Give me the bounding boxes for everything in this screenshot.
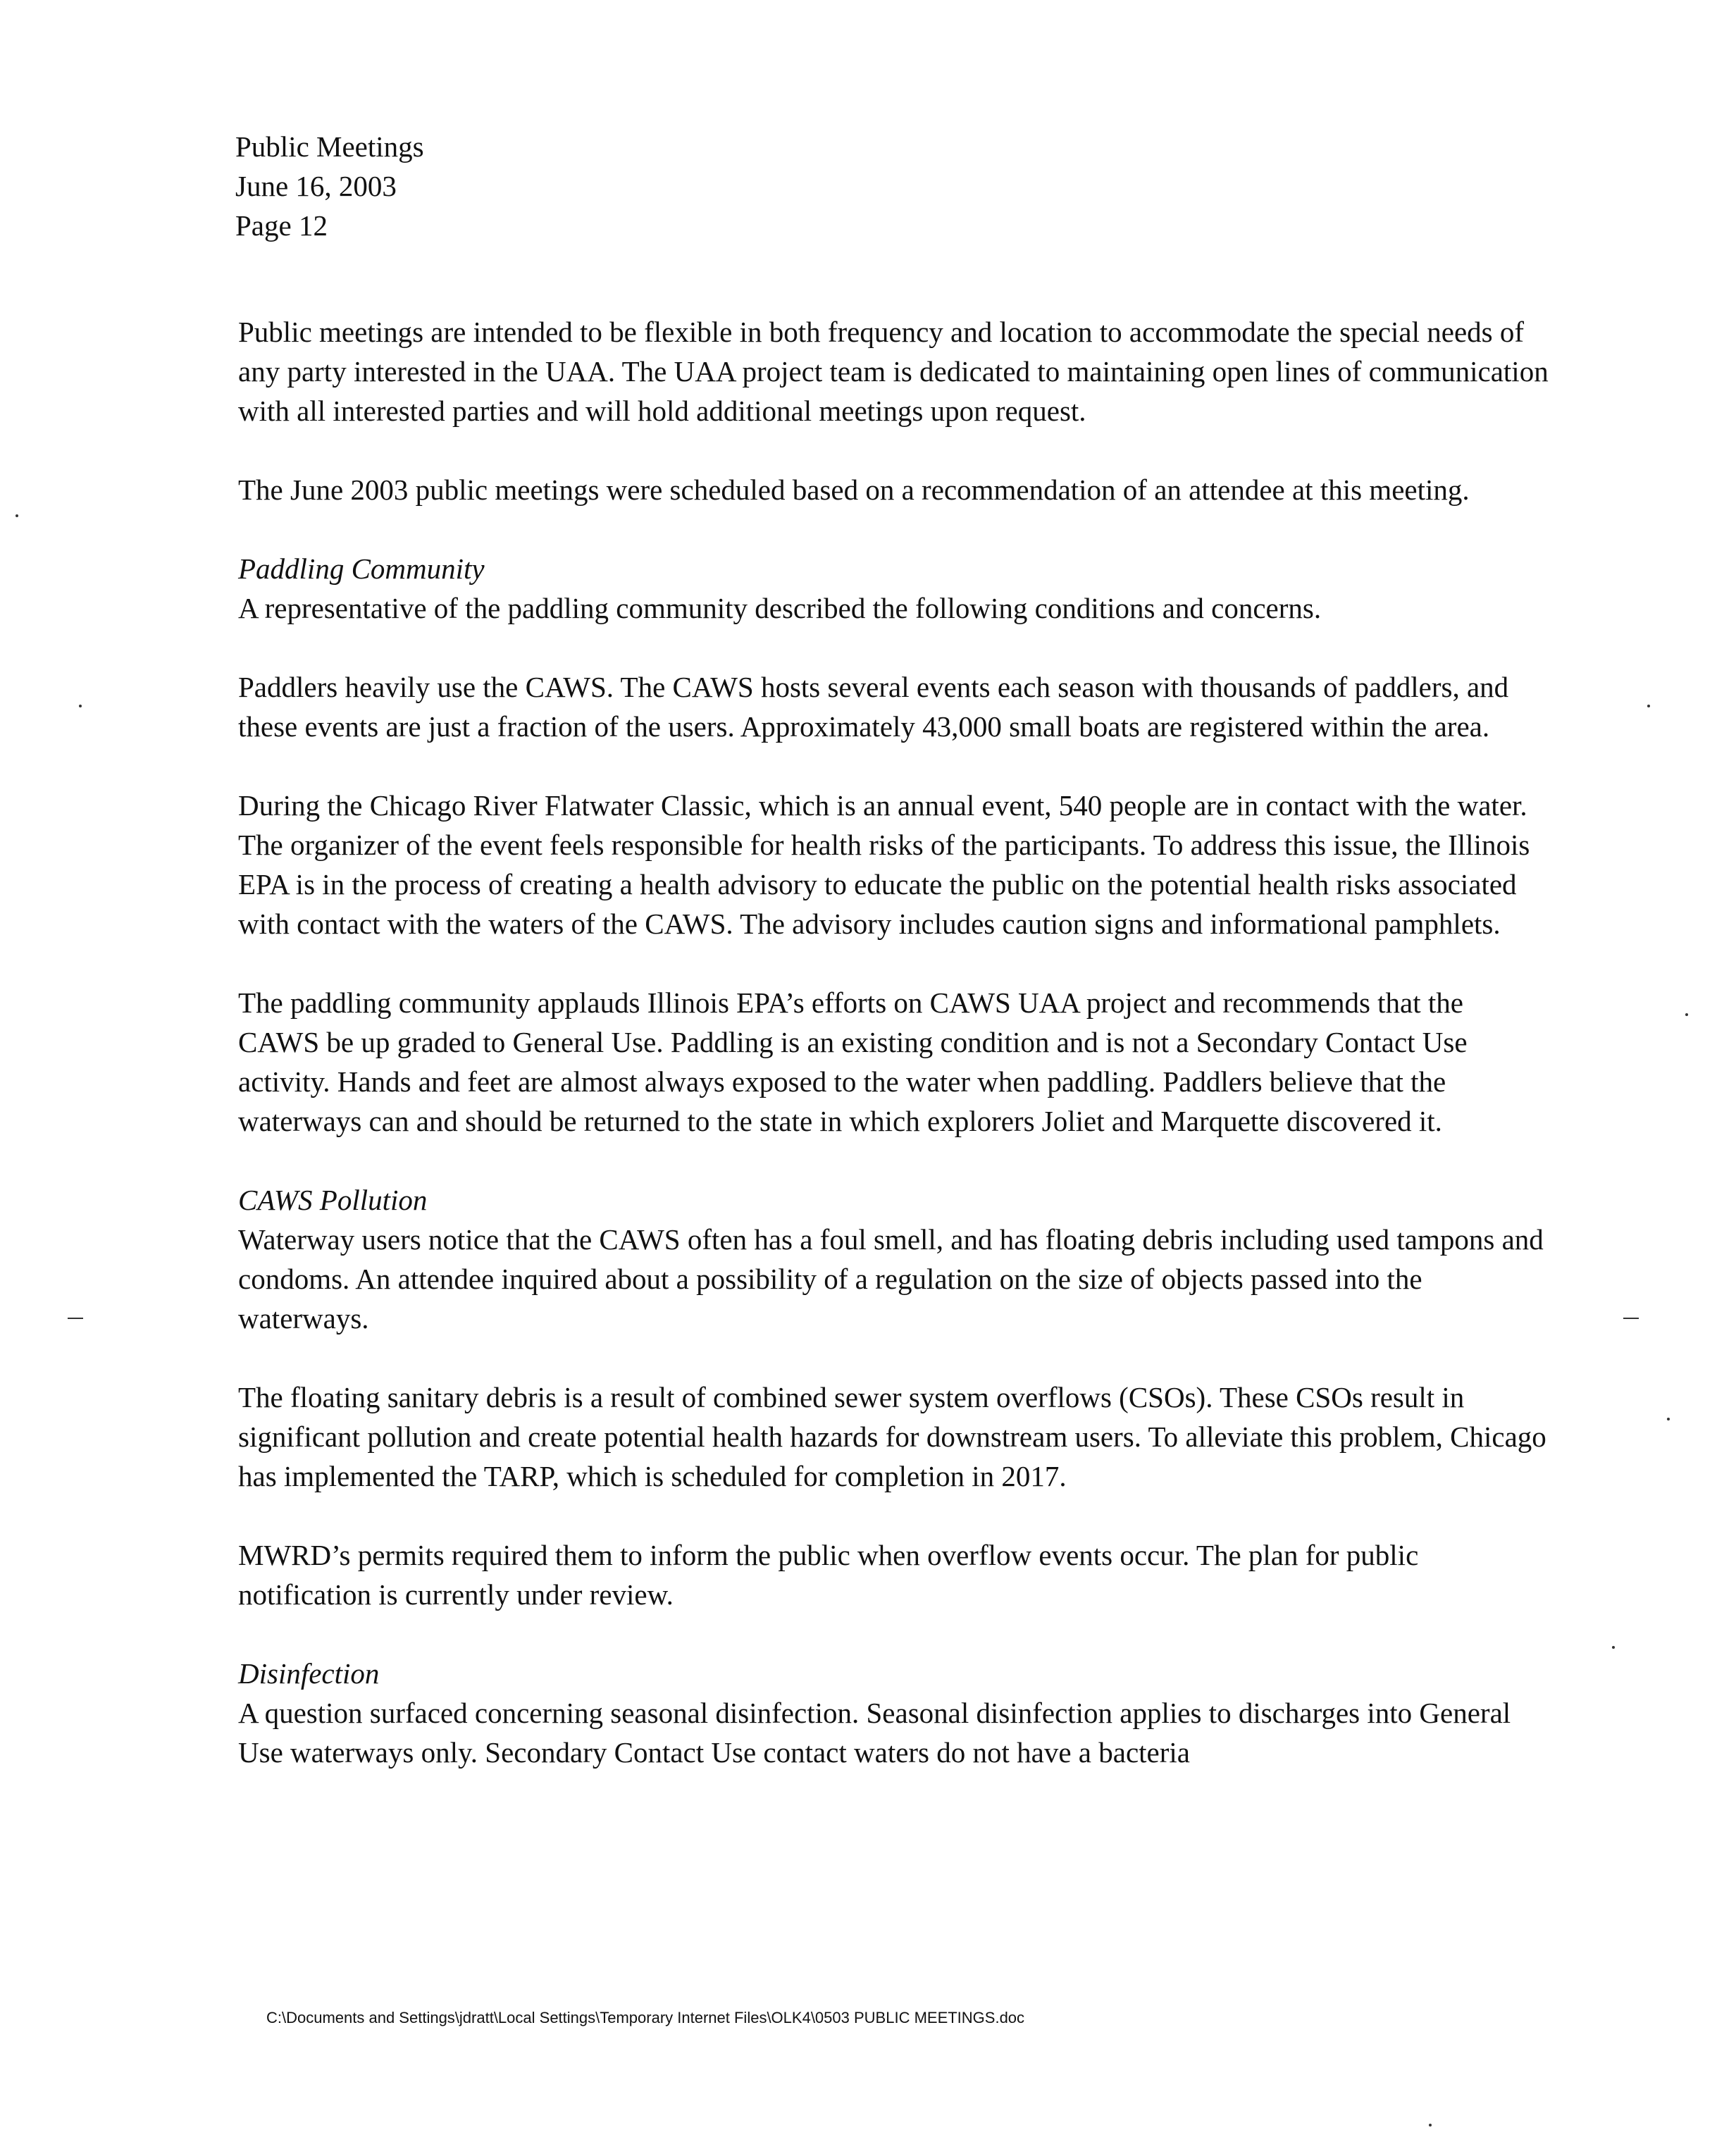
pollution-lead: Waterway users notice that the CAWS often has a foul smell, and has floating debris including used tampons and condoms. An attendee inquired about a possibility of a regulation on the size of objects passed into the waterways. bbox=[238, 1223, 1544, 1335]
pollution-paragraph-1: The floating sanitary debris is a result of combined sewer system overflows (CSOs). These CSOs result in significant pollution and create potential health hazards for downstream users. To alleviate this problem, Chicago has implemented the TARP, which is scheduled for completion in 2017. bbox=[238, 1381, 1546, 1492]
scan-speck bbox=[1647, 705, 1650, 707]
pollution-paragraph-2: MWRD’s permits required them to inform the public when overflow events occur. The plan for public notification is currently under review. bbox=[238, 1539, 1419, 1611]
paddling-paragraph-1: Paddlers heavily use the CAWS. The CAWS hosts several events each season with thousands of paddlers, and these events are just a fraction of the users. Approximately 43,000 small boats are registered within the area. bbox=[238, 671, 1509, 743]
header-date: June 16, 2003 bbox=[235, 170, 397, 202]
scan-speck bbox=[16, 514, 18, 517]
page-header bbox=[235, 127, 424, 245]
section-heading-pollution: CAWS Pollution bbox=[238, 1184, 428, 1216]
scan-dash bbox=[68, 1318, 83, 1319]
scan-speck bbox=[1612, 1646, 1615, 1649]
intro-paragraph-2: The June 2003 public meetings were scheduled based on a recommendation of an attendee at this meeting. bbox=[238, 473, 1470, 506]
section-heading-disinfection: Disinfection bbox=[238, 1657, 380, 1690]
paddling-paragraph-3: The paddling community applauds Illinois EPA’s efforts on CAWS UAA project and recommends that the CAWS be up graded to General Use. Paddling is an existing condition and is not a Secondary Contact Use activity. Hands and feet are almost always exposed to the water when paddling. Paddlers believe that the waterways can and should be returned to the state in which explorers Joliet and Marquette discovered it. bbox=[238, 986, 1468, 1137]
scan-speck bbox=[79, 705, 82, 707]
document-body bbox=[238, 312, 1549, 1812]
scan-dash bbox=[1623, 1318, 1639, 1319]
footer-file-path: C:\Documents and Settings\jdratt\Local Settings\Temporary Internet Files\OLK4\0503 PUBLIC MEETINGS.doc bbox=[266, 2009, 1025, 2026]
disinfection-lead: A question surfaced concerning seasonal disinfection. Seasonal disinfection applies to discharges into General Use waterways only. Secondary Contact Use contact waters do not have a bacteria bbox=[238, 1697, 1511, 1769]
paddling-paragraph-2: During the Chicago River Flatwater Classic, which is an annual event, 540 people are in contact with the water. The organizer of the event feels responsible for health risks of the participants. To address this issue, the Illinois EPA is in the process of creating a health advisory to educate the public on the potential health risks associated with contact with the waters of the CAWS. The advisory includes caution signs and informational pamphlets. bbox=[238, 789, 1530, 940]
scan-speck bbox=[1667, 1418, 1670, 1420]
paddling-lead: A representative of the paddling community described the following conditions and concerns. bbox=[238, 592, 1322, 624]
header-title: Public Meetings bbox=[235, 130, 424, 163]
scan-speck bbox=[1429, 2124, 1432, 2126]
scan-speck bbox=[1685, 1013, 1688, 1016]
section-heading-paddling: Paddling Community bbox=[238, 552, 485, 585]
intro-paragraph-1: Public meetings are intended to be flexible in both frequency and location to accommodate the special needs of any party interested in the UAA. The UAA project team is dedicated to maintaining open lines of communication with all interested parties and will hold additional meetings upon request. bbox=[238, 316, 1549, 427]
header-page-number: Page 12 bbox=[235, 209, 328, 242]
